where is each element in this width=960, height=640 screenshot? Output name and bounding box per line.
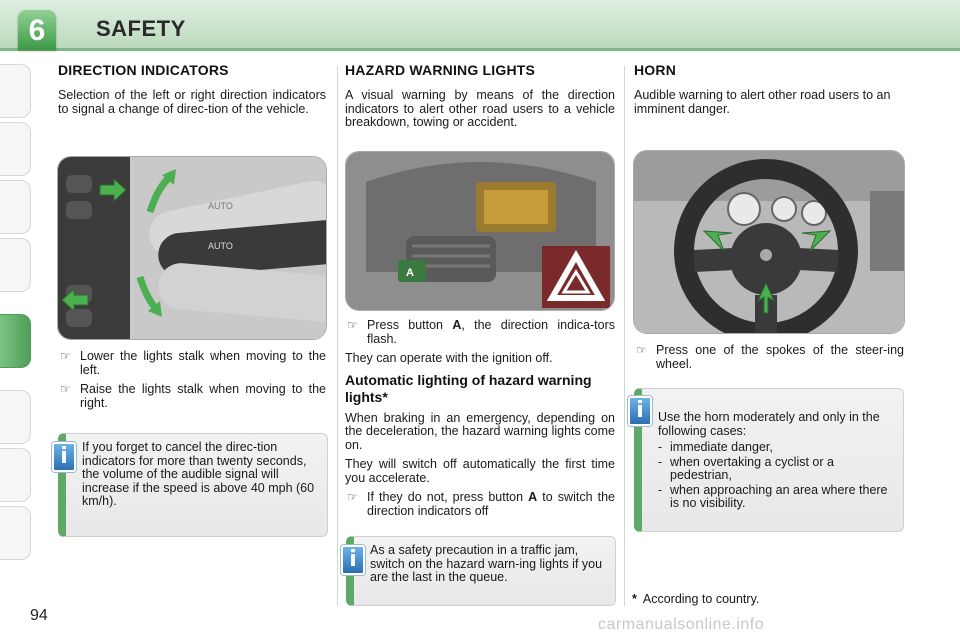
section-title: HORN — [634, 62, 677, 78]
page-number: 94 — [30, 607, 48, 624]
stalk-label-middle: AUTO — [208, 241, 233, 251]
bullet-item — [634, 344, 904, 371]
pointing-hand-icon: ☞ — [60, 349, 71, 363]
info-list-item: - when overtaking a cyclist or a pedestrian, — [658, 456, 895, 483]
section-intro: A visual warning by means of the direction indicators to alert other road users to a vehicle breakdown, towing or accident. — [345, 88, 615, 129]
header-divider — [0, 48, 960, 51]
info-text: As a safety precaution in a traffic jam, switch on the hazard warn-ing lights if you are the last in the queue. — [370, 543, 603, 584]
section-intro: Audible warning to alert other road users to an imminent danger. — [634, 88, 891, 116]
bullet-item — [345, 491, 615, 518]
bullet-item — [58, 350, 326, 377]
auto-text-1: When braking in an emergency, depending on the deceleration, the hazard warning lights come on. — [345, 410, 615, 452]
chapter-tab-2[interactable] — [0, 122, 31, 176]
bullet-text-post: to switch the direction indicators off — [367, 490, 615, 518]
steering-wheel-illustration — [634, 151, 904, 333]
horn-info-box — [634, 388, 904, 532]
chapter-badge: 6 — [18, 10, 56, 50]
info-list — [658, 441, 895, 511]
dashboard-illustration — [346, 152, 614, 310]
pointing-hand-icon: ☞ — [347, 490, 358, 504]
watermark: carmanualsonline.info — [598, 616, 765, 633]
footnote-mark: * — [632, 592, 637, 606]
ignition-note: They can operate with the ignition off. — [345, 351, 553, 365]
button-a-label: A — [528, 490, 538, 504]
info-icon: i — [341, 545, 365, 575]
hazard-section — [345, 62, 615, 136]
chapter-tab-8[interactable] — [0, 448, 31, 502]
direction-bullets — [58, 350, 326, 416]
pointing-hand-icon: ☞ — [60, 382, 71, 396]
bullet-text-pre: Press button — [367, 318, 453, 332]
hazard-body — [345, 319, 615, 524]
subsection-title: Automatic lighting of hazard warning lights* — [345, 371, 592, 405]
column-divider — [337, 66, 338, 606]
info-intro: Use the horn moderately and only in the following cases: — [658, 410, 880, 438]
chapter-tab-6-active[interactable] — [0, 314, 31, 368]
pointing-hand-icon: ☞ — [636, 343, 647, 357]
hazard-figure — [345, 151, 615, 311]
bullet-item — [58, 383, 326, 410]
chapter-title: SAFETY — [96, 16, 186, 41]
horn-section — [634, 62, 904, 122]
direction-info-box — [58, 433, 328, 537]
section-intro: Selection of the left or right direction indicators to signal a change of direc-tion of the vehicle. — [58, 88, 326, 116]
lights-stalk-illustration — [58, 157, 326, 339]
info-list-item: - when approaching an area where there is no visibility. — [658, 484, 895, 511]
direction-indicators-section — [58, 62, 326, 122]
footnote-text: According to country. — [642, 592, 760, 606]
bullet-text-post: , the direction indica-tors flash. — [367, 318, 615, 346]
section-title: HAZARD WARNING LIGHTS — [345, 62, 536, 78]
bullet-text: Press one of the spokes of the steer-ing wheel. — [656, 343, 904, 371]
button-marker: A — [406, 267, 414, 279]
bullet-text: Lower the lights stalk when moving to the left. — [80, 349, 326, 377]
horn-bullets — [634, 344, 904, 377]
bullet-text: Raise the lights stalk when moving to the right. — [80, 382, 326, 410]
footnote — [632, 592, 759, 606]
info-list-item: - immediate danger, — [658, 441, 895, 455]
auto-text-2: They will switch off automatically the first time you accelerate. — [345, 457, 615, 485]
stalk-label-upper: AUTO — [208, 201, 233, 211]
button-a-label: A — [452, 318, 462, 332]
chapter-tab-3[interactable] — [0, 180, 31, 234]
chapter-tab-4[interactable] — [0, 238, 31, 292]
steering-wheel-figure — [633, 150, 905, 334]
info-text: If you forget to cancel the direc-tion indicators for more than twenty seconds, the volume of the audible signal will increase if the speed is above 40 mph (60 km/h). — [82, 440, 315, 508]
chapter-tab-9[interactable] — [0, 506, 31, 560]
chapter-tab-1[interactable] — [0, 64, 31, 118]
column-divider — [624, 66, 625, 606]
info-icon: i — [628, 396, 652, 426]
lights-stalk-figure — [57, 156, 327, 340]
pointing-hand-icon: ☞ — [347, 318, 358, 332]
section-title: DIRECTION INDICATORS — [58, 62, 229, 78]
chapter-tab-7[interactable] — [0, 390, 31, 444]
bullet-item — [345, 319, 615, 346]
bullet-text-pre: If they do not, press button — [367, 490, 529, 504]
info-icon: i — [52, 442, 76, 472]
hazard-info-box — [346, 536, 616, 606]
